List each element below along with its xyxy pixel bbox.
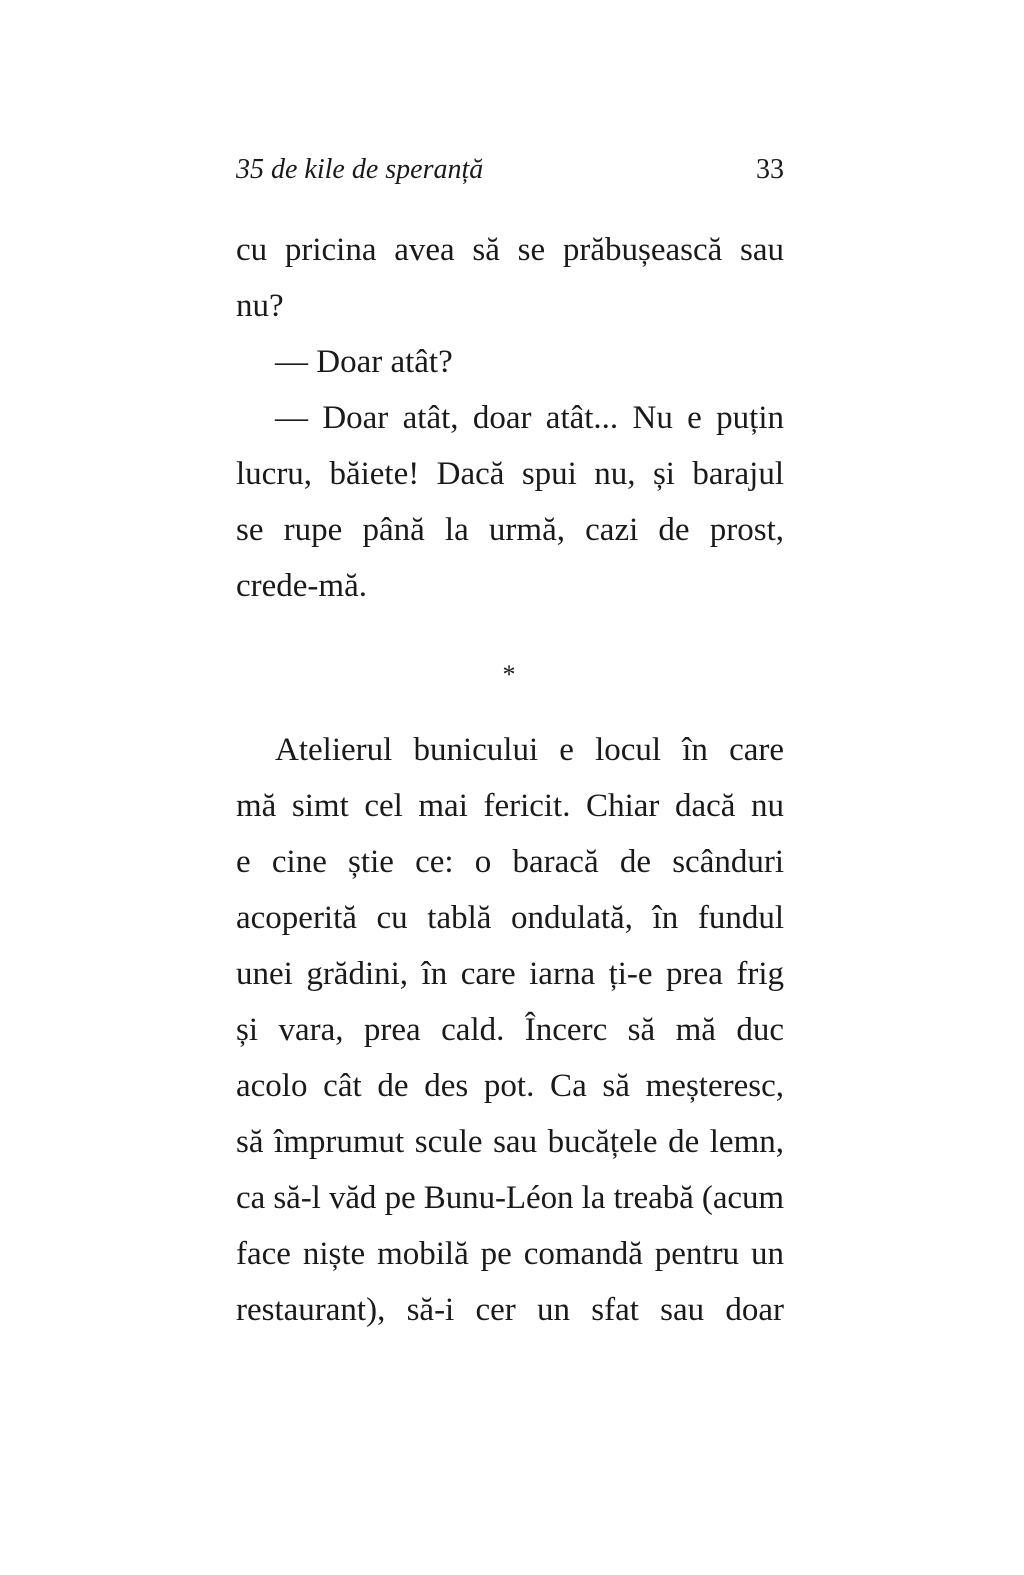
text-line: face niște mobilă pe comandă pentru un <box>236 1236 784 1272</box>
text-line: — Doar atât, doar atât... Nu e puțin <box>275 400 784 436</box>
text-line: e cine știe ce: o baracă de scânduri <box>236 844 784 880</box>
text-line: acolo cât de des pot. Ca să meșteresc, <box>236 1068 784 1104</box>
page-number: 33 <box>756 154 784 185</box>
text-line: și vara, prea cald. Încerc să mă duc <box>236 1012 784 1048</box>
text-line: — Doar atât? <box>275 344 453 380</box>
running-title: 35 de kile de speranță <box>236 154 484 185</box>
text-line: nu? <box>236 288 284 324</box>
text-line: să împrumut scule sau bucățele de lemn, <box>236 1124 784 1160</box>
text-line: ca să-l văd pe Bunu-Léon la treabă (acum <box>236 1180 784 1216</box>
section-separator <box>0 655 1024 695</box>
text-line: unei grădini, în care iarna ți-e prea frig <box>236 956 784 992</box>
text-line: acoperită cu tablă ondulată, în fundul <box>236 900 784 936</box>
text-line: restaurant), să-i cer un sfat sau doar <box>236 1292 784 1328</box>
text-line: cu pricina avea să se prăbușească sau <box>236 232 784 268</box>
text-line: mă simt cel mai fericit. Chiar dacă nu <box>236 788 784 824</box>
running-head <box>236 150 784 190</box>
text-line: crede-mă. <box>236 568 367 604</box>
text-line: Atelierul bunicului e locul în care <box>275 732 784 768</box>
text-line: se rupe până la urmă, cazi de prost, <box>236 512 784 548</box>
asterisk-ornament: * <box>502 660 516 689</box>
text-line: lucru, băiete! Dacă spui nu, și barajul <box>236 456 784 492</box>
